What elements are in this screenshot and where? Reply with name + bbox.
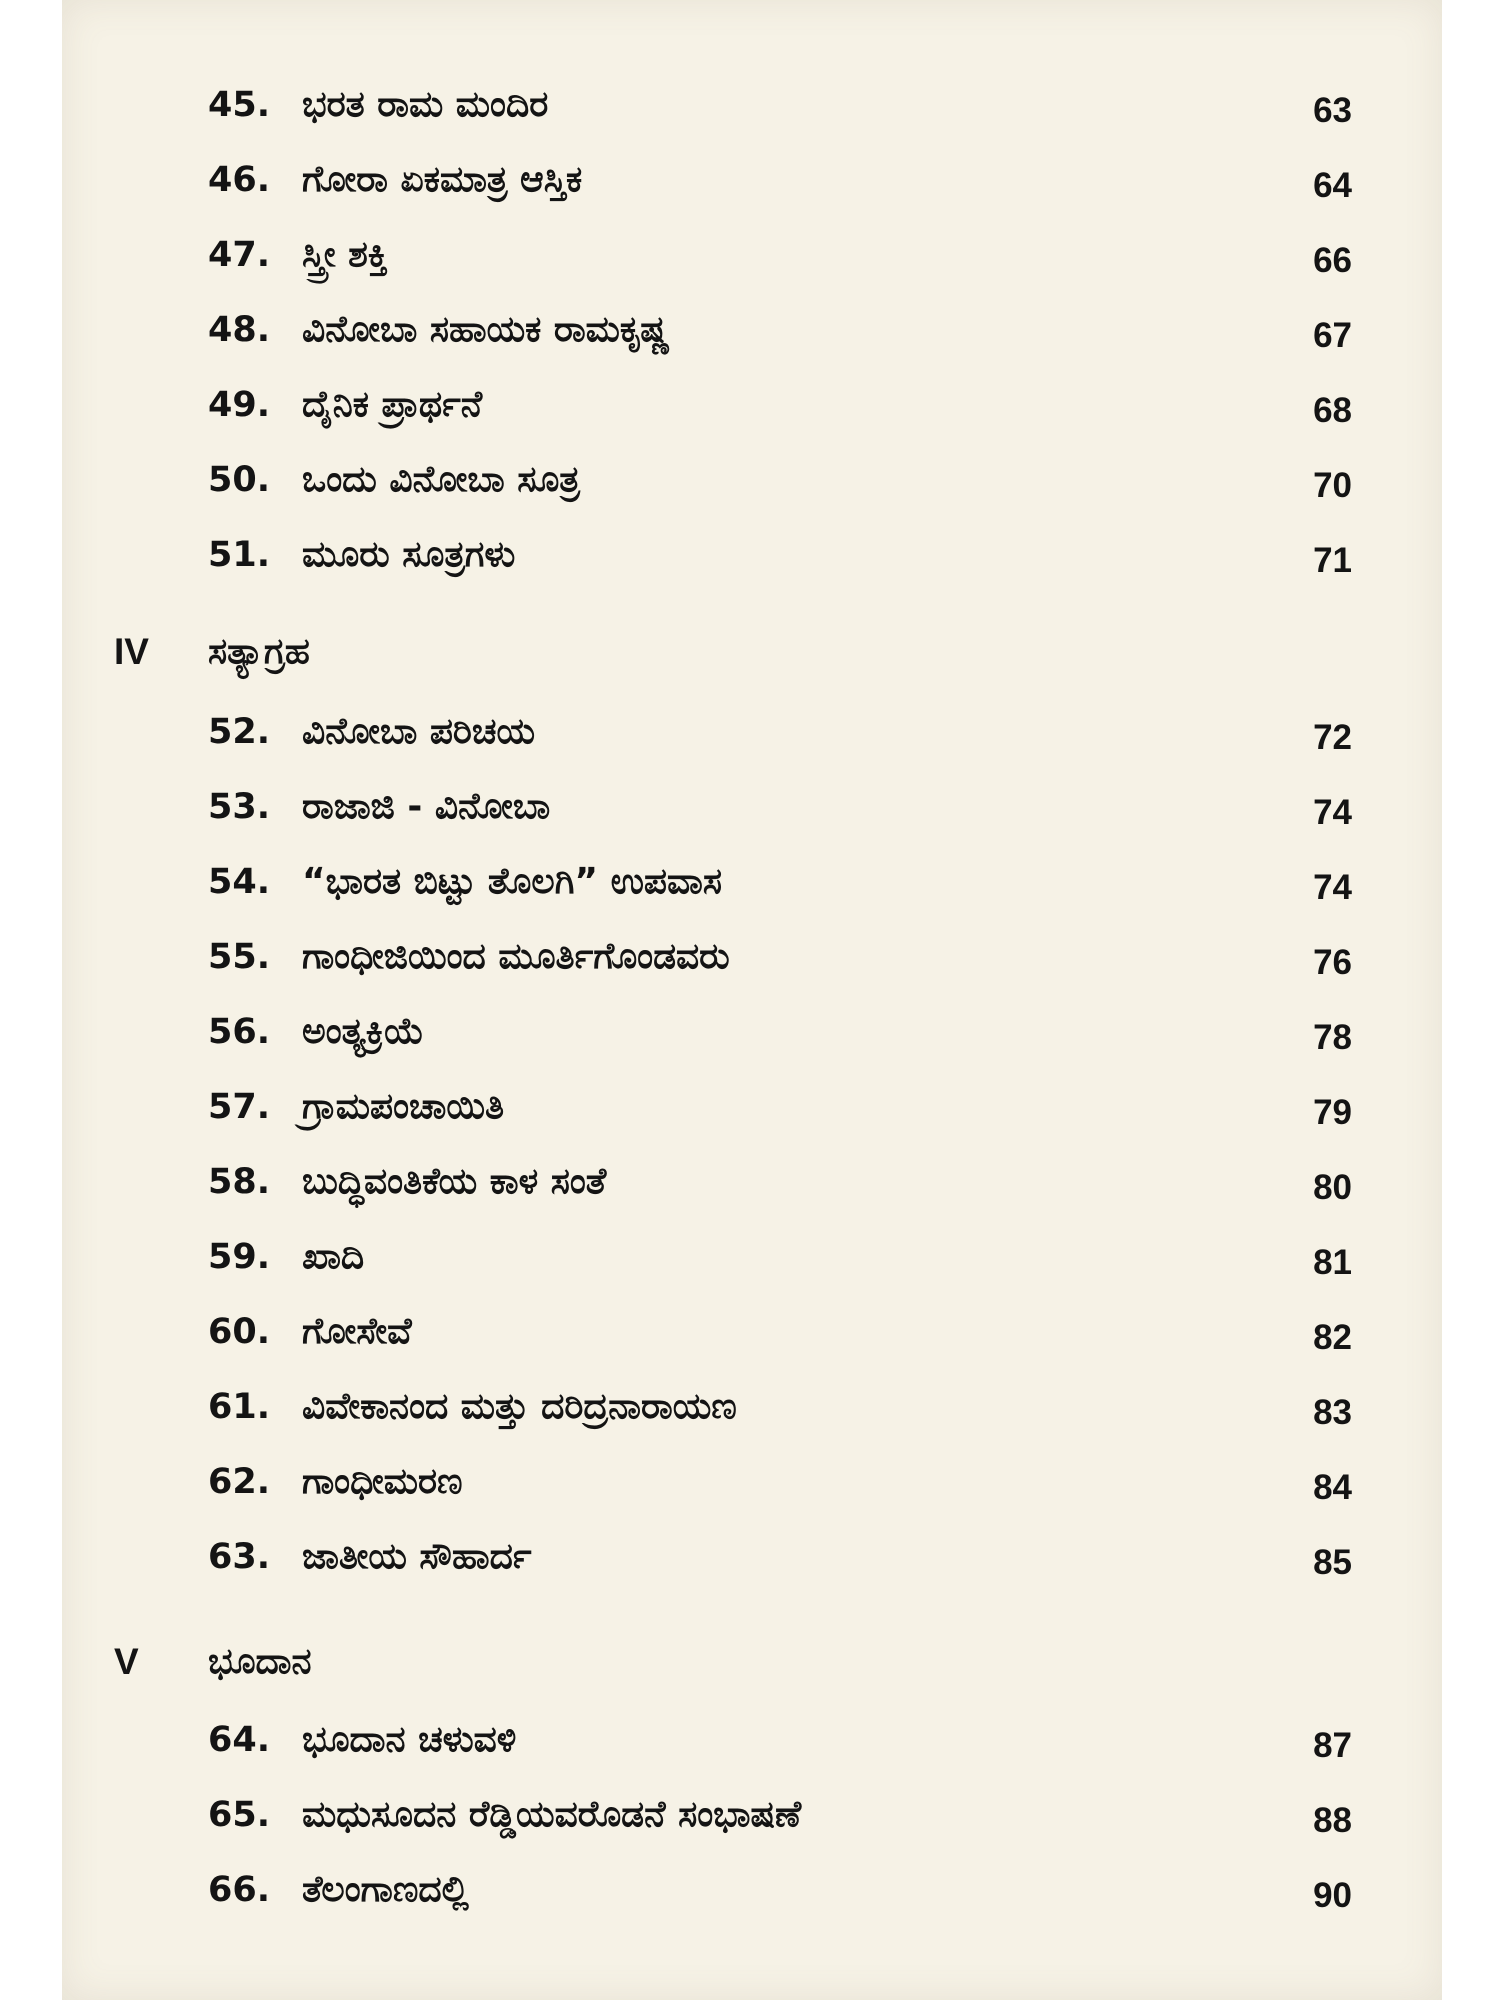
entry-number: 57. xyxy=(208,1087,271,1127)
entry-title: ಬುದ್ಧಿವಂತಿಕೆಯ ಕಾಳ ಸಂತೆ xyxy=(302,1161,607,1202)
section-title: ಸತ್ಯಾಗ್ರಹ xyxy=(208,631,310,672)
document-page xyxy=(62,0,1442,2000)
entry-page: 64 xyxy=(1313,166,1352,205)
toc-entry xyxy=(62,1077,1352,1137)
toc-entry xyxy=(62,150,1352,210)
entry-title: ಅಂತ್ಯಕ್ರಿಯೆ xyxy=(302,1011,425,1052)
entry-number: 62. xyxy=(208,1462,271,1502)
entry-page: 76 xyxy=(1313,943,1352,982)
section-roman-numeral: IV xyxy=(114,631,149,672)
entry-page: 71 xyxy=(1313,541,1352,580)
entry-number: 45. xyxy=(208,85,271,125)
toc-entry xyxy=(62,75,1352,135)
entry-title: ಭರತ ರಾಮ ಮಂದಿರ xyxy=(302,84,549,125)
toc-entry xyxy=(62,1527,1352,1587)
entry-title: ರಾಜಾಜಿ - ವಿನೋಬಾ xyxy=(302,786,551,827)
toc-entry xyxy=(62,1785,1352,1845)
table-of-contents xyxy=(62,0,1442,2000)
entry-title: ದೈನಿಕ ಪ್ರಾರ್ಥನೆ xyxy=(302,384,483,425)
entry-number: 65. xyxy=(208,1795,271,1835)
entry-page: 63 xyxy=(1313,91,1352,130)
entry-number: 50. xyxy=(208,460,271,500)
entry-page: 90 xyxy=(1313,1876,1352,1915)
entry-number: 53. xyxy=(208,787,271,827)
entry-page: 82 xyxy=(1313,1318,1352,1357)
entry-page: 87 xyxy=(1313,1726,1352,1765)
toc-entry xyxy=(62,1377,1352,1437)
entry-title: ಗೋರಾ ಏಕಮಾತ್ರ ಆಸ್ತಿಕ xyxy=(302,159,583,200)
toc-entry xyxy=(62,702,1352,762)
entry-title: ಗಾಂಧೀಮರಣ xyxy=(302,1461,463,1502)
entry-page: 74 xyxy=(1313,868,1352,907)
entry-page: 84 xyxy=(1313,1468,1352,1507)
toc-entry xyxy=(62,1710,1352,1770)
entry-number: 51. xyxy=(208,535,271,575)
entry-page: 81 xyxy=(1313,1243,1352,1282)
entry-page: 80 xyxy=(1313,1168,1352,1207)
entry-number: 56. xyxy=(208,1012,271,1052)
toc-entry xyxy=(62,1227,1352,1287)
toc-entry xyxy=(62,1452,1352,1512)
entry-number: 54. xyxy=(208,862,271,902)
toc-entry xyxy=(62,1152,1352,1212)
entry-page: 66 xyxy=(1313,241,1352,280)
entry-title: ಗ್ರಾಮಪಂಚಾಯಿತಿ xyxy=(302,1086,505,1127)
entry-page: 68 xyxy=(1313,391,1352,430)
entry-page: 70 xyxy=(1313,466,1352,505)
entry-number: 66. xyxy=(208,1870,271,1910)
entry-title: ಒಂದು ವಿನೋಬಾ ಸೂತ್ರ xyxy=(302,459,580,500)
entry-title: ಖಾದಿ xyxy=(302,1236,365,1277)
entry-number: 49. xyxy=(208,385,271,425)
toc-entry xyxy=(62,525,1352,585)
entry-page: 79 xyxy=(1313,1093,1352,1132)
toc-entry xyxy=(62,777,1352,837)
toc-entry xyxy=(62,375,1352,435)
toc-entry xyxy=(62,852,1352,912)
section-title: ಭೂದಾನ xyxy=(208,1641,312,1682)
entry-page: 72 xyxy=(1313,718,1352,757)
entry-title: ವಿನೋಬಾ ಸಹಾಯಕ ರಾಮಕೃಷ್ಣ xyxy=(302,309,670,350)
entry-title: ಸ್ತ್ರೀ ಶಕ್ತಿ xyxy=(302,234,388,275)
entry-page: 67 xyxy=(1313,316,1352,355)
entry-number: 55. xyxy=(208,937,271,977)
section-heading-iv xyxy=(62,620,1352,684)
entry-title: “ಭಾರತ ಬಿಟ್ಟು ತೊಲಗಿ” ಉಪವಾಸ xyxy=(302,861,722,902)
entry-page: 88 xyxy=(1313,1801,1352,1840)
section-heading-v xyxy=(62,1630,1352,1694)
entry-number: 59. xyxy=(208,1237,271,1277)
entry-number: 63. xyxy=(208,1537,271,1577)
toc-entry xyxy=(62,1302,1352,1362)
entry-title: ಮಧುಸೂದನ ರೆಡ್ಡಿಯವರೊಡನೆ ಸಂಭಾಷಣೆ xyxy=(302,1794,802,1835)
entry-number: 58. xyxy=(208,1162,271,1202)
entry-number: 46. xyxy=(208,160,271,200)
section-roman-numeral: V xyxy=(114,1641,139,1682)
entry-title: ತೆಲಂಗಾಣದಲ್ಲಿ xyxy=(302,1869,469,1910)
entry-number: 60. xyxy=(208,1312,271,1352)
entry-number: 64. xyxy=(208,1720,271,1760)
entry-number: 47. xyxy=(208,235,271,275)
entry-number: 52. xyxy=(208,712,271,752)
entry-title: ಜಾತೀಯ ಸೌಹಾರ್ದ xyxy=(302,1536,532,1577)
entry-title: ಭೂದಾನ ಚಳುವಳಿ xyxy=(302,1719,517,1760)
toc-entry xyxy=(62,225,1352,285)
entry-page: 74 xyxy=(1313,793,1352,832)
entry-number: 48. xyxy=(208,310,271,350)
entry-title: ಮೂರು ಸೂತ್ರಗಳು xyxy=(302,534,516,575)
toc-entry xyxy=(62,300,1352,360)
toc-entry xyxy=(62,1860,1352,1920)
entry-title: ವಿವೇಕಾನಂದ ಮತ್ತು ದರಿದ್ರನಾರಾಯಣ xyxy=(302,1386,737,1427)
entry-title: ವಿನೋಬಾ ಪರಿಚಯ xyxy=(302,711,536,752)
entry-title: ಗೋಸೇವೆ xyxy=(302,1311,412,1352)
entry-page: 85 xyxy=(1313,1543,1352,1582)
toc-entry xyxy=(62,450,1352,510)
toc-entry xyxy=(62,927,1352,987)
entry-title: ಗಾಂಧೀಜಿಯಿಂದ ಮೂರ್ತಿಗೊಂಡವರು xyxy=(302,936,730,977)
toc-entry xyxy=(62,1002,1352,1062)
entry-page: 78 xyxy=(1313,1018,1352,1057)
entry-number: 61. xyxy=(208,1387,271,1427)
entry-page: 83 xyxy=(1313,1393,1352,1432)
